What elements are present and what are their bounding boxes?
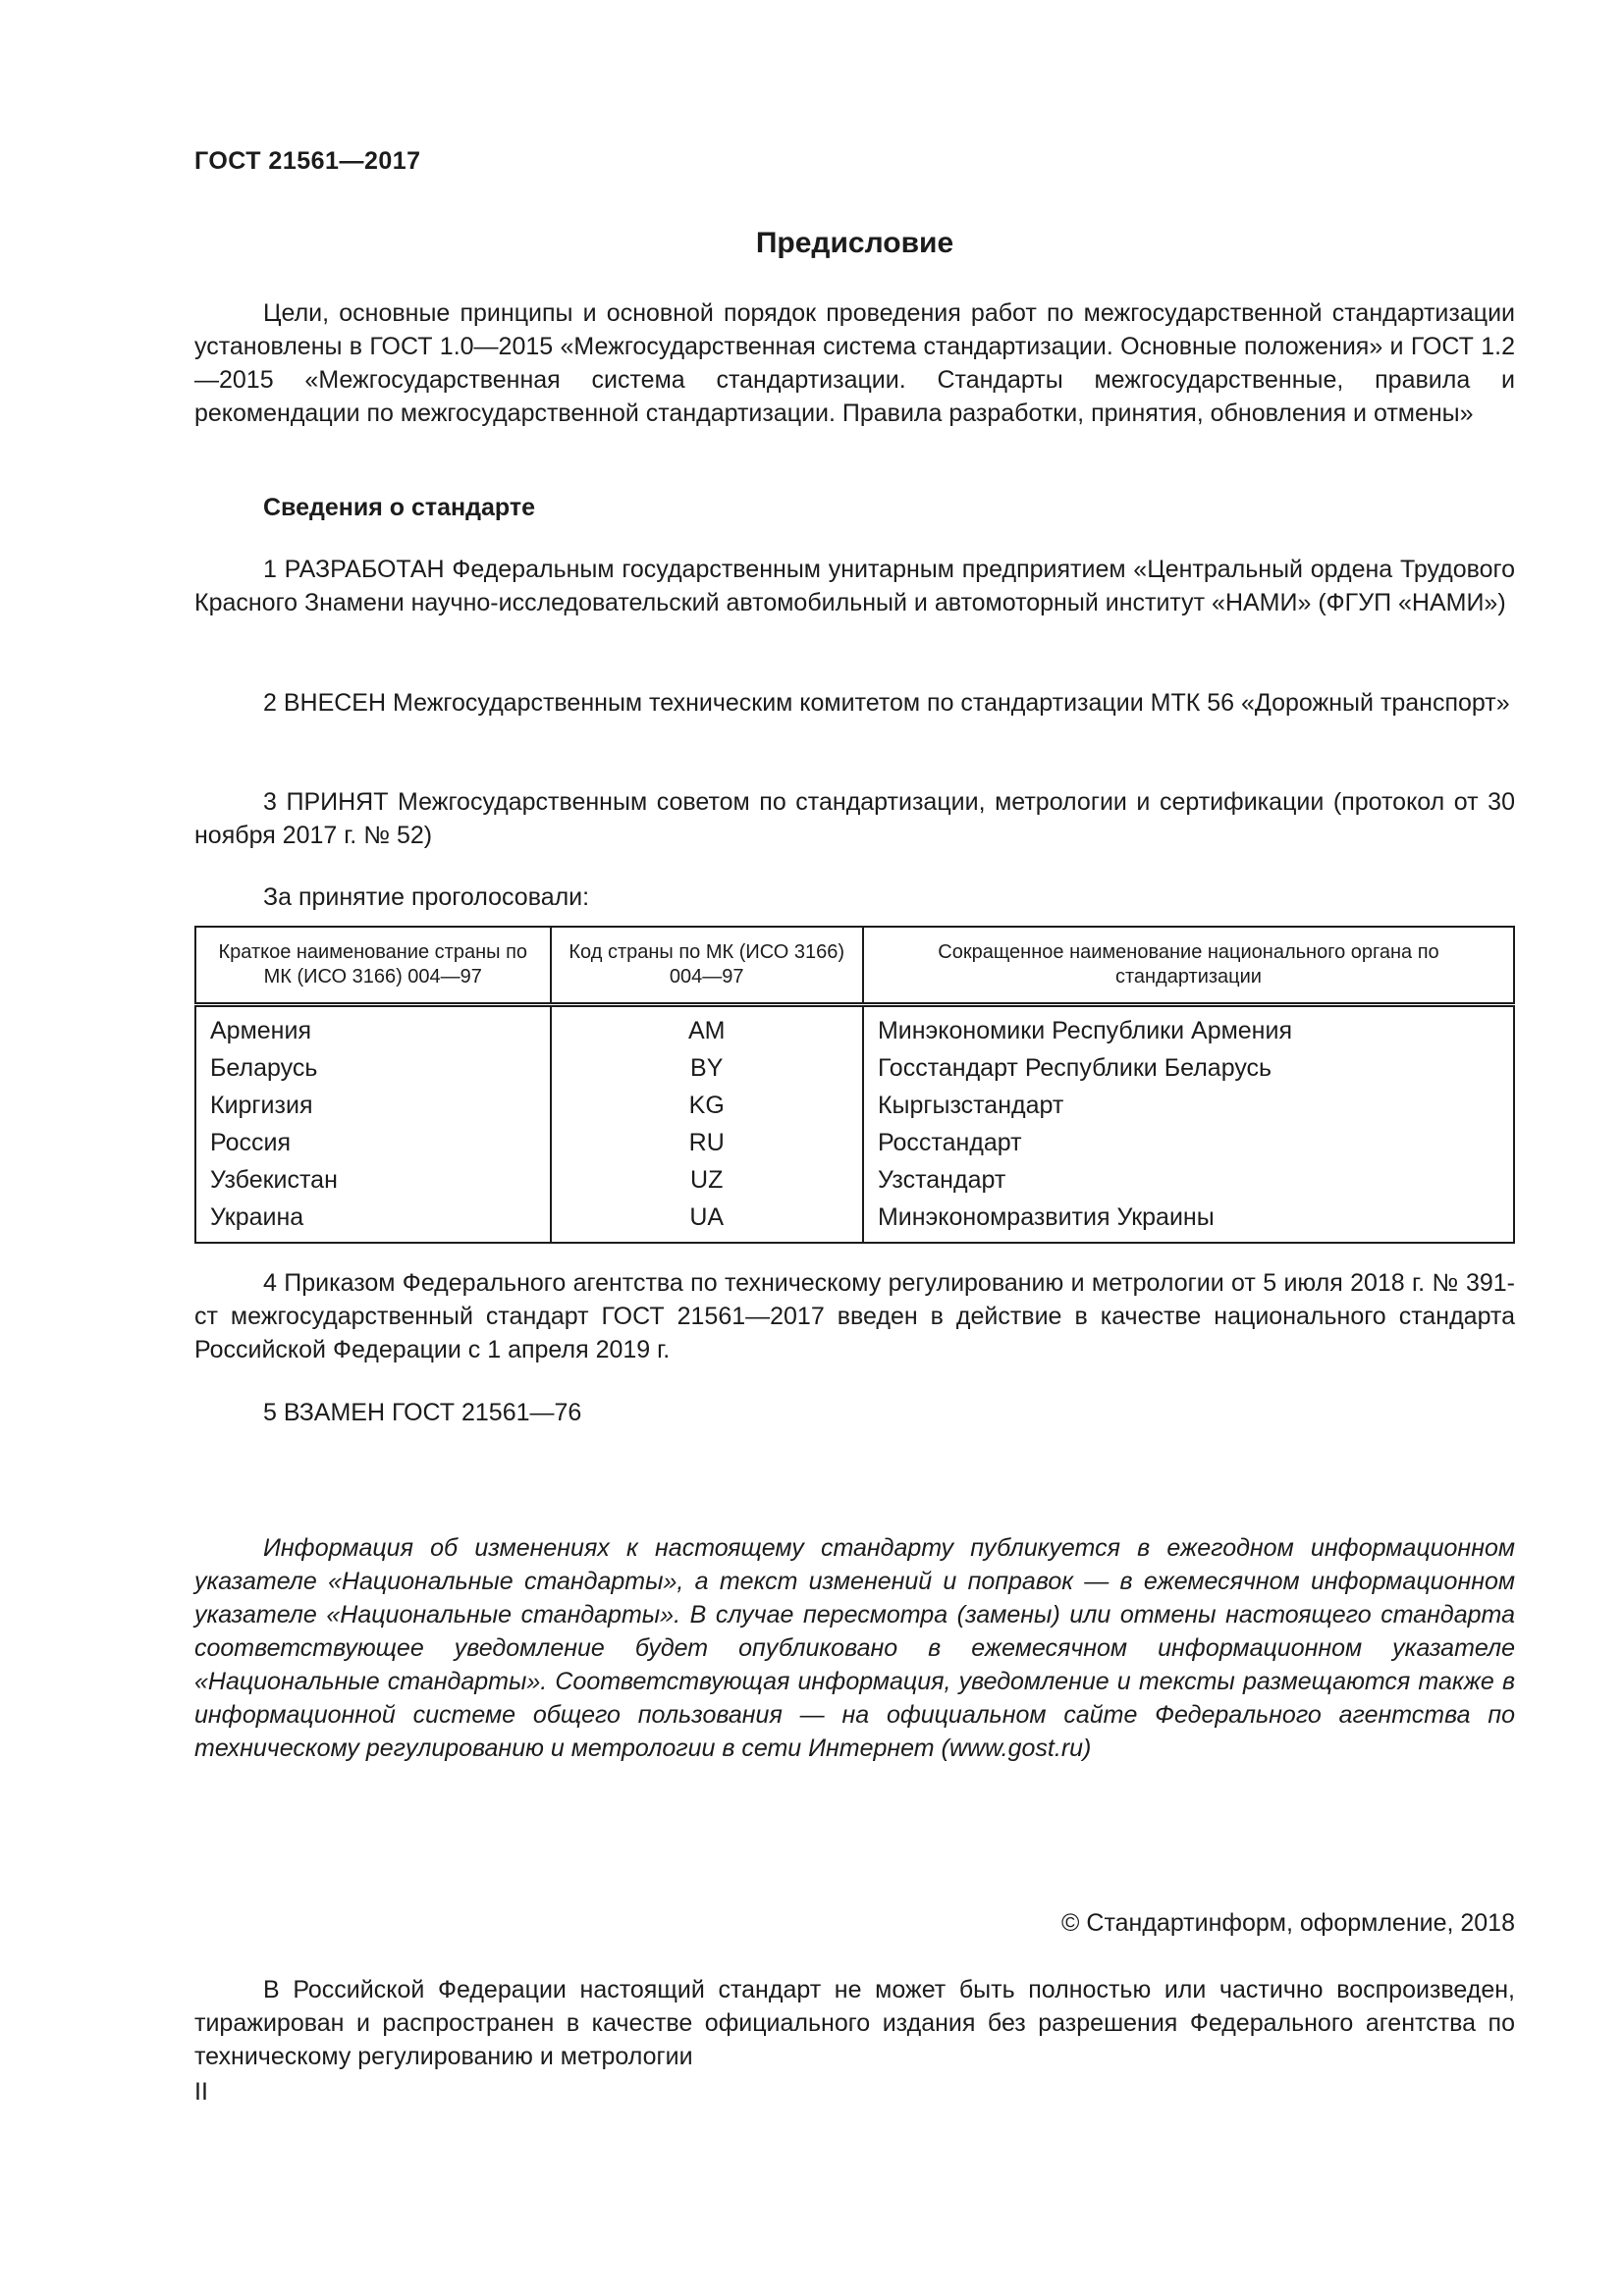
country-name-cell: Армения: [195, 1005, 551, 1050]
national-body-cell: Госстандарт Республики Беларусь: [863, 1049, 1514, 1087]
country-code-cell: AM: [551, 1005, 863, 1050]
copyright-notice: © Стандартинформ, оформление, 2018: [1061, 1909, 1515, 1937]
national-body-cell: Кыргызстандарт: [863, 1087, 1514, 1124]
table-row: [195, 1199, 1514, 1243]
voting-countries-table: [194, 926, 1515, 1244]
table-header-row: [195, 927, 1514, 1005]
item-adopted: 3 ПРИНЯТ Межгосударственным советом по стандартизации, метрологии и сертификации (протокол от 30 ноября 2017 г. № 52): [194, 788, 1515, 849]
country-code-cell: UZ: [551, 1161, 863, 1199]
country-name-cell: Киргизия: [195, 1087, 551, 1124]
header-country-code: Код страны по МК (ИСО 3166) 004—97: [551, 927, 863, 1005]
country-code-cell: RU: [551, 1124, 863, 1161]
country-name-cell: Украина: [195, 1199, 551, 1243]
item-order: 4 Приказом Федерального агентства по техническому регулированию и метрологии от 5 июля 2018 г. № 391-ст межгосударственный стандарт ГОСТ 21561—2017 введен в действие в качестве национального стандарта Российской Федерации с 1 апреля 2019 г.: [194, 1269, 1515, 1363]
document-page: [194, 0, 1515, 2296]
page-number: II: [194, 2078, 208, 2106]
national-body-cell: Росстандарт: [863, 1124, 1514, 1161]
country-name-cell: Узбекистан: [195, 1161, 551, 1199]
header-national-body: Сокращенное наименование национального органа по стандартизации: [863, 927, 1514, 1005]
national-body-cell: Минэкономразвития Украины: [863, 1199, 1514, 1243]
voted-label: За принятие проголосовали:: [263, 883, 590, 911]
page-title: Предисловие: [755, 227, 954, 259]
national-body-cell: Узстандарт: [863, 1161, 1514, 1199]
table-row: [195, 1161, 1514, 1199]
table-row: [195, 1049, 1514, 1087]
country-code-cell: UA: [551, 1199, 863, 1243]
country-name-cell: Беларусь: [195, 1049, 551, 1087]
table-row: [195, 1124, 1514, 1161]
reproduction-notice: В Российской Федерации настоящий стандарт не может быть полностью или частично воспроизведен, тиражирован и распространен в качестве официального издания без разрешения Федерального агентства по техническому регулированию и метрологии: [194, 1976, 1515, 2070]
header-country-name: Краткое наименование страны по МК (ИСО 3166) 004—97: [195, 927, 551, 1005]
item-introduced: 2 ВНЕСЕН Межгосударственным техническим комитетом по стандартизации МТК 56 «Дорожный транспорт»: [263, 689, 1510, 717]
country-name-cell: Россия: [195, 1124, 551, 1161]
document-code-header: ГОСТ 21561—2017: [194, 147, 421, 175]
country-code-cell: KG: [551, 1087, 863, 1124]
standard-info-heading: Сведения о стандарте: [263, 494, 536, 521]
item-developed: 1 РАЗРАБОТАН Федеральным государственным унитарным предприятием «Центральный ордена Трудового Красного Знамени научно-исследовательский автомобильный и автомоторный институт «НАМИ» (ФГУП «НАМИ»): [194, 556, 1515, 616]
intro-paragraph: Цели, основные принципы и основной порядок проведения работ по межгосударственной стандартизации установлены в ГОСТ 1.0—2015 «Межгосударственная система стандартизации. Основные положения» и ГОСТ 1.2—2015 «Межгосударственная система стандартизации. Стандарты межгосударственные, правила и рекомендации по межгосударственной стандартизации. Правила разработки, принятия, обновления и отмены»: [194, 299, 1515, 427]
change-info-paragraph: Информация об изменениях к настоящему стандарту публикуется в ежегодном информационном указателе «Национальные стандарты», а текст изменений и поправок — в ежемесячном информационном указателе «Национальные стандарты». В случае пересмотра (замены) или отмены настоящего стандарта соответствующее уведомление будет опубликовано в ежемесячном информационном указателе «Национальные стандарты». Соответствующая информация, уведомление и тексты размещаются также в информационной системе общего пользования — на официальном сайте Федерального агентства по техническому регулированию и метрологии в сети Интернет (www.gost.ru): [194, 1534, 1515, 1762]
national-body-cell: Минэкономики Республики Армения: [863, 1005, 1514, 1050]
table-row: [195, 1087, 1514, 1124]
country-code-cell: BY: [551, 1049, 863, 1087]
table-row: [195, 1005, 1514, 1050]
item-replaces: 5 ВЗАМЕН ГОСТ 21561—76: [263, 1399, 582, 1426]
